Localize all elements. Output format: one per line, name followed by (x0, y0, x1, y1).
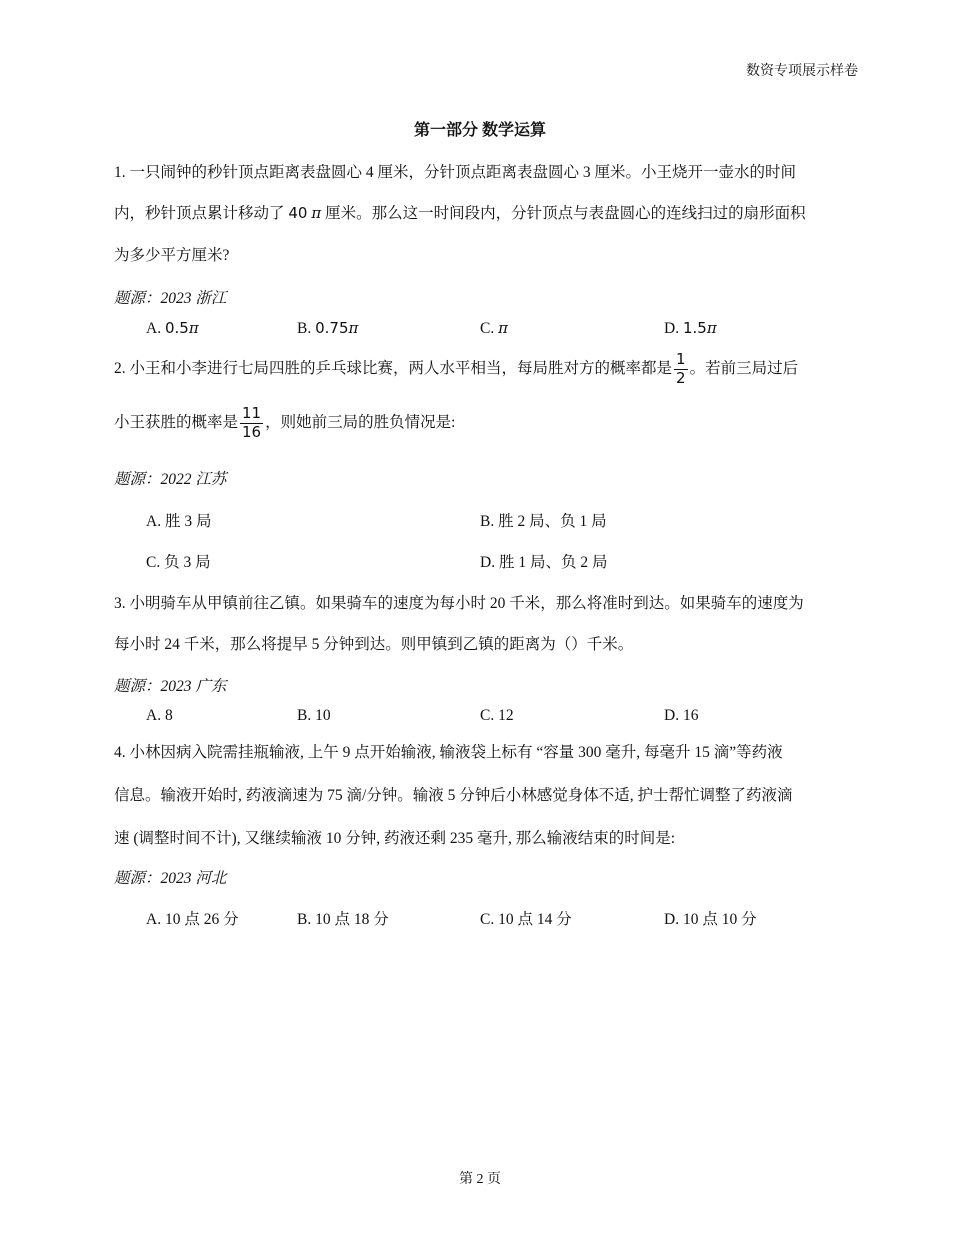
option-number: 1.5 (682, 319, 707, 337)
option-number: 0.75 (315, 319, 349, 337)
pi-symbol: π (498, 319, 508, 337)
q4-source: 题源：2023 河北 (114, 870, 227, 887)
q3-option-d[interactable]: D. 16 (664, 707, 699, 724)
q2-line-2-pre: 小王获胜的概率是 (114, 413, 239, 431)
q4-line-1: 4. 小林因病入院需挂瓶输液, 上午 9 点开始输液, 输液袋上标有 “容量 300 毫升, 每毫升 15 滴”等药液 (114, 744, 783, 761)
pi-symbol: π (188, 319, 199, 337)
q4-option-a[interactable]: A. 10 点 26 分 (146, 911, 239, 928)
option-letter: D. (664, 320, 680, 337)
q4-line-2: 信息。输液开始时, 药液滴速为 75 滴/分钟。输液 5 分钟后小林感觉身体不适, 护士帮忙调整了药液滴 (114, 787, 793, 804)
fraction-numerator: 1 (676, 350, 686, 368)
q1-source: 题源：2023 浙江 (114, 290, 227, 307)
q1-line-2-post: 厘米。那么这一时间段内，分针顶点与表盘圆心的连线扫过的扇形面积 (321, 205, 806, 222)
fraction-denominator: 2 (676, 368, 686, 387)
option-letter: C. (480, 320, 495, 337)
q1-option-d[interactable] (664, 319, 717, 338)
q1-line-1: 1. 一只闹钟的秒针顶点距离表盘圆心 4 厘米，分针顶点距离表盘圆心 3 厘米。小王烧开一壶水的时间 (114, 164, 797, 181)
q4-option-d[interactable]: D. 10 点 10 分 (664, 911, 757, 928)
q3-option-b[interactable]: B. 10 (297, 707, 331, 724)
q1-distance-number: 40 (288, 204, 308, 222)
option-letter: B. (297, 320, 312, 337)
q1-line-2 (114, 201, 806, 223)
pi-symbol: π (706, 319, 717, 337)
q2-option-b[interactable]: B. 胜 2 局、负 1 局 (480, 513, 607, 530)
q2-line-2 (114, 406, 455, 441)
q2-fraction-half (674, 352, 688, 387)
q2-line-1 (114, 352, 798, 387)
q1-option-a[interactable] (146, 319, 199, 338)
q2-option-c[interactable]: C. 负 3 局 (146, 554, 211, 571)
q2-line-2-post: ，则她前三局的胜负情况是: (265, 413, 456, 431)
q2-fraction-eleven-sixteenths (240, 406, 263, 441)
q3-line-2: 每小时 24 千米，那么将提早 5 分钟到达。则甲镇到乙镇的距离为（）千米。 (114, 636, 634, 653)
q3-source: 题源：2023 广东 (114, 678, 227, 695)
page-number: 第 2 页 (459, 1172, 501, 1187)
q4-option-b[interactable]: B. 10 点 18 分 (297, 911, 389, 928)
fraction-denominator: 16 (242, 422, 262, 441)
q2-line-1-post: 。若前三局过后 (689, 359, 799, 377)
q4-line-3: 速 (调整时间不计), 又继续输液 10 分钟, 药液还剩 235 毫升, 那么输液结束的时间是: (114, 830, 676, 847)
header-note: 数资专项展示样卷 (746, 64, 858, 79)
fraction-numerator: 11 (242, 404, 262, 422)
option-number: 0.5 (164, 319, 189, 337)
q3-line-1: 3. 小明骑车从甲镇前往乙镇。如果骑车的速度为每小时 20 千米，那么将准时到达。如果骑车的速度为 (114, 595, 804, 612)
q2-line-1-pre: 2. 小王和小李进行七局四胜的乒乓球比赛，两人水平相当，每局胜对方的概率都是 (114, 359, 673, 377)
q1-option-b[interactable] (297, 319, 358, 338)
q1-line-3: 为多少平方厘米? (114, 247, 230, 264)
q4-option-c[interactable]: C. 10 点 14 分 (480, 911, 572, 928)
q1-option-c[interactable] (480, 319, 508, 338)
q1-pi-symbol: π (311, 204, 322, 222)
q2-option-d[interactable]: D. 胜 1 局、负 2 局 (480, 554, 608, 571)
q3-option-a[interactable]: A. 8 (146, 707, 173, 724)
pi-symbol: π (348, 319, 359, 337)
q3-option-c[interactable]: C. 12 (480, 707, 514, 724)
option-letter: A. (146, 320, 162, 337)
q2-source: 题源：2022 江苏 (114, 471, 227, 488)
section-title: 第一部分 数学运算 (413, 122, 546, 139)
q2-option-a[interactable]: A. 胜 3 局 (146, 513, 212, 530)
q1-line-2-pre: 内，秒针顶点累计移动了 (114, 205, 289, 222)
